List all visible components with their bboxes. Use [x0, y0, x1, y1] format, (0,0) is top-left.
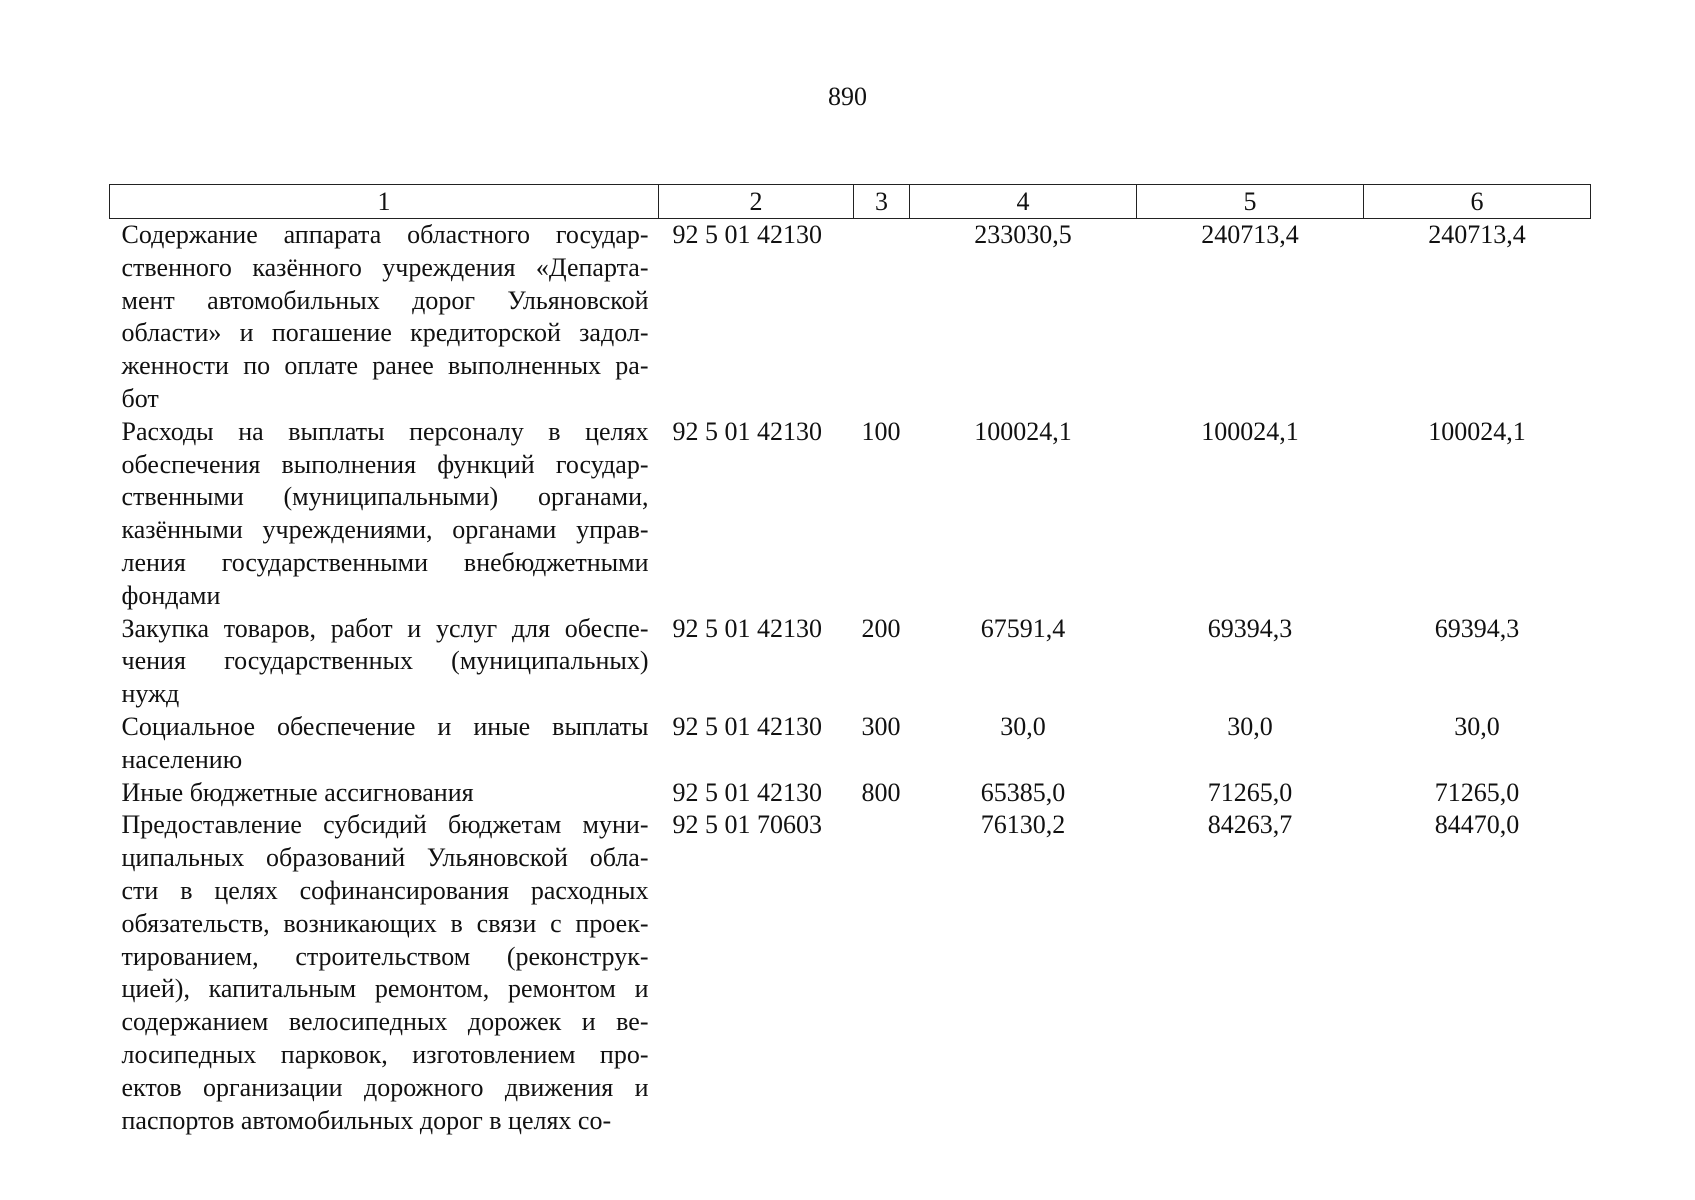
budget-classification-code: 92 5 01 42130	[672, 613, 822, 643]
amount-column-5: 100024,1	[1201, 416, 1299, 446]
table-row	[110, 777, 1591, 810]
expense-description	[110, 809, 659, 1137]
budget-classification-code: 92 5 01 42130	[672, 777, 822, 807]
amount-column-4: 76130,2	[980, 810, 1066, 840]
amount-column-4: 100024,1	[974, 416, 1072, 446]
amount-column-6: 69394,3	[1434, 613, 1520, 643]
expense-type-code	[854, 219, 910, 416]
description-line: ципальных образований Ульяновской обла-	[121, 843, 649, 873]
amount-column-6: 100024,1	[1428, 416, 1526, 446]
description-line: обеспечения выполнения функций государ-	[121, 449, 649, 479]
description-line: ектов организации дорожного движения и	[121, 1072, 649, 1102]
amount-column-5: 30,0	[1227, 711, 1273, 741]
description-line: тированием, строительством (реконструк-	[121, 941, 649, 971]
description-line: Содержание аппарата областного государ-	[121, 220, 649, 249]
description-line: чения государственных (муниципальных)	[121, 646, 649, 676]
expense-description	[110, 777, 659, 810]
table-row	[110, 613, 1591, 711]
amount-column-4: 65385,0	[980, 777, 1066, 807]
amount-column-5: 71265,0	[1207, 777, 1293, 807]
table-row	[110, 711, 1591, 777]
column-number-header: 4	[910, 185, 1137, 219]
description-line: Иные бюджетные ассигнования	[121, 777, 474, 807]
table-row	[110, 416, 1591, 613]
expense-type-code: 800	[861, 777, 901, 807]
budget-table	[109, 184, 1591, 1137]
expense-type-code: 200	[861, 613, 901, 643]
description-line: ственными (муниципальными) органами,	[121, 482, 649, 512]
description-line: области» и погашение кредиторской задол-	[121, 318, 649, 348]
description-line: лосипедных парковок, изготовлением про-	[121, 1039, 649, 1069]
amount-column-5: 240713,4	[1201, 220, 1299, 249]
description-line: Закупка товаров, работ и услуг для обеспе-	[121, 613, 649, 643]
page-number: 890	[828, 82, 867, 111]
amount-column-5: 84263,7	[1207, 810, 1293, 840]
description-line: бот	[121, 383, 159, 413]
column-number-header: 1	[110, 185, 659, 219]
description-line: нужд	[121, 679, 180, 709]
description-line: мент автомобильных дорог Ульяновской	[121, 285, 649, 315]
description-line: паспортов автомобильных дорог в целях со-	[121, 1105, 612, 1135]
description-line: содержанием велосипедных дорожек и ве-	[121, 1007, 649, 1037]
description-line: ственного казённого учреждения «Департа-	[121, 252, 649, 282]
description-line: женности по оплате ранее выполненных ра-	[121, 351, 649, 381]
column-number-header: 6	[1364, 185, 1591, 219]
table-row	[110, 809, 1591, 1137]
description-line: фондами	[121, 580, 221, 610]
amount-column-4: 30,0	[1000, 711, 1046, 741]
description-line: Предоставление субсидий бюджетам муни-	[121, 810, 649, 840]
amount-column-6: 84470,0	[1434, 810, 1520, 840]
expense-type-code: 300	[861, 711, 901, 741]
expense-description	[110, 613, 659, 711]
description-line: населению	[121, 744, 243, 774]
table-row	[110, 219, 1591, 416]
budget-classification-code: 92 5 01 42130	[672, 711, 822, 741]
amount-column-6: 30,0	[1454, 711, 1500, 741]
amount-column-6: 71265,0	[1434, 777, 1520, 807]
column-number-header-row	[110, 185, 1591, 219]
description-line: Расходы на выплаты персоналу в целях	[121, 416, 649, 446]
amount-column-4: 233030,5	[974, 220, 1072, 249]
budget-classification-code: 92 5 01 42130	[672, 416, 822, 446]
expense-description	[110, 416, 659, 613]
budget-classification-code: 92 5 01 42130	[672, 220, 822, 249]
amount-column-4: 67591,4	[980, 613, 1066, 643]
expense-type-code	[854, 809, 910, 1137]
description-line: обязательств, возникающих в связи с проек-	[121, 908, 649, 938]
column-number-header: 3	[854, 185, 910, 219]
description-line: ления государственными внебюджетными	[121, 547, 649, 577]
column-number-header: 5	[1137, 185, 1364, 219]
expense-type-code: 100	[861, 416, 901, 446]
amount-column-6: 240713,4	[1428, 220, 1526, 249]
amount-column-5: 69394,3	[1207, 613, 1293, 643]
expense-description	[110, 711, 659, 777]
expense-description	[110, 219, 659, 416]
column-number-header: 2	[659, 185, 854, 219]
description-line: Социальное обеспечение и иные выплаты	[121, 711, 649, 741]
description-line: сти в целях софинансирования расходных	[121, 875, 649, 905]
budget-classification-code: 92 5 01 70603	[672, 810, 822, 840]
description-line: цией), капитальным ремонтом, ремонтом и	[121, 974, 649, 1004]
description-line: казёнными учреждениями, органами управ-	[121, 515, 649, 545]
